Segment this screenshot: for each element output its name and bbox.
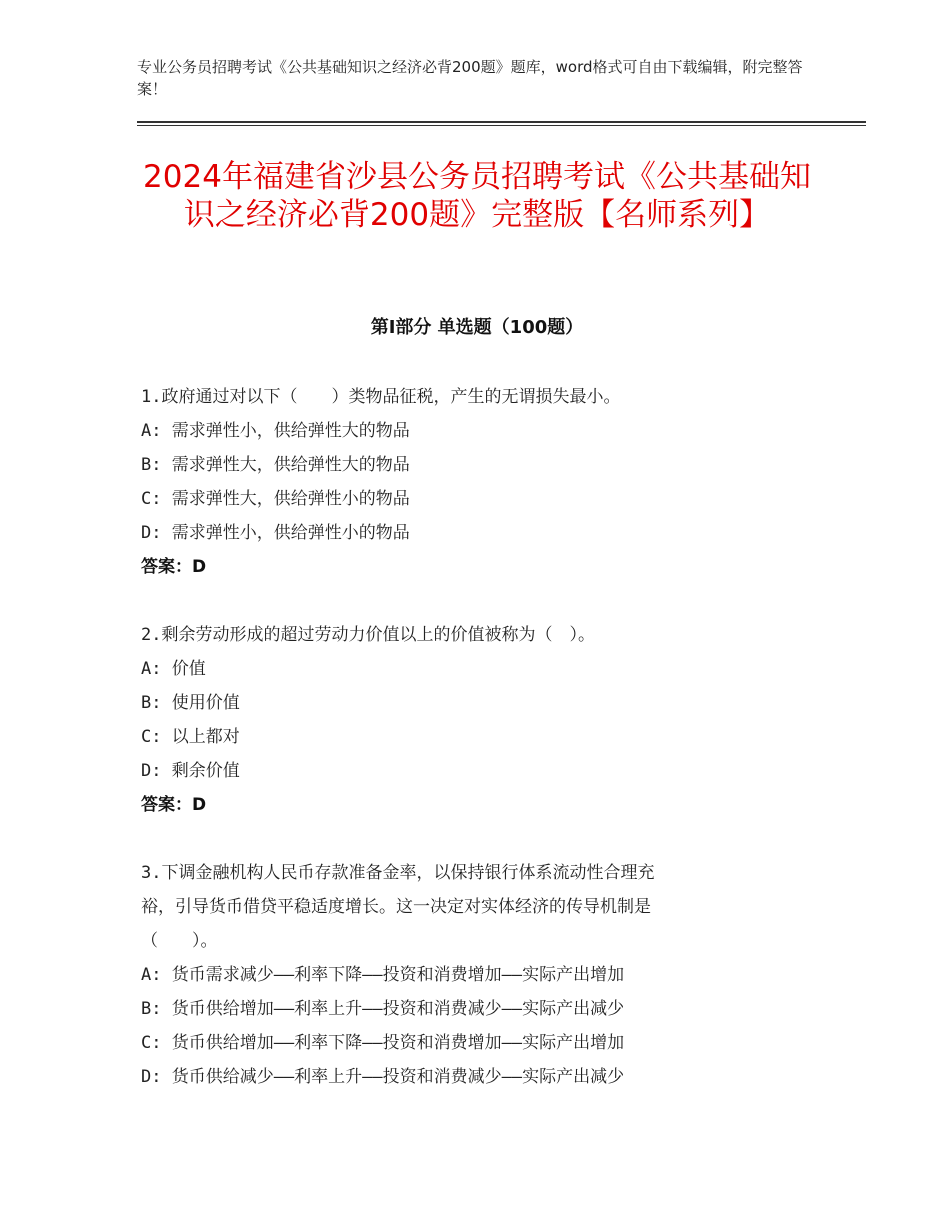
question-stem-line-3: （ ）。	[141, 931, 218, 951]
option-d: D: 货币供给减少——利率上升——投资和消费减少——实际产出减少	[141, 1067, 625, 1087]
option-b: B: 需求弹性大，供给弹性大的物品	[141, 455, 410, 475]
question-stem: 1.政府通过对以下（ ）类物品征税，产生的无谓损失最小。	[141, 387, 621, 407]
option-a: A: 货币需求减少——利率下降——投资和消费增加——实际产出增加	[141, 965, 625, 985]
question-spacer	[141, 584, 811, 618]
header-rule-thick	[137, 121, 866, 123]
question-3	[141, 856, 811, 1094]
question-2	[141, 618, 811, 822]
question-spacer	[141, 822, 811, 856]
section-heading: 第Ⅰ部分 单选题（100题）	[370, 317, 584, 338]
question-stem: 2.剩余劳动形成的超过劳动力价值以上的价值被称为（ ）。	[141, 625, 595, 645]
header-note: 专业公务员招聘考试《公共基础知识之经济必背200题》题库，word格式可自由下载编辑，附完整答案！	[137, 58, 803, 98]
option-b: B: 货币供给增加——利率上升——投资和消费减少——实际产出减少	[141, 999, 625, 1019]
header-rule-thin	[137, 125, 866, 126]
question-list	[141, 380, 811, 1094]
option-d: D: 需求弹性小，供给弹性小的物品	[141, 523, 410, 543]
option-c: C: 以上都对	[141, 727, 240, 747]
question-stem-line-1: 3.下调金融机构人民币存款准备金率，以保持银行体系流动性合理充	[141, 863, 655, 883]
document-title: 2024年福建省沙县公务员招聘考试《公共基础知识之经济必背200题》完整版【名师系列】	[143, 159, 811, 233]
answer-text: 答案：D	[141, 557, 207, 577]
answer-text: 答案：D	[141, 795, 207, 815]
option-c: C: 货币供给增加——利率下降——投资和消费增加——实际产出增加	[141, 1033, 625, 1053]
question-1	[141, 380, 811, 584]
option-a: A: 需求弹性小，供给弹性大的物品	[141, 421, 410, 441]
option-a: A: 价值	[141, 659, 206, 679]
option-d: D: 剩余价值	[141, 761, 240, 781]
option-c: C: 需求弹性大，供给弹性小的物品	[141, 489, 410, 509]
question-stem-line-2: 裕，引导货币借贷平稳适度增长。这一决定对实体经济的传导机制是	[141, 897, 651, 917]
option-b: B: 使用价值	[141, 693, 240, 713]
